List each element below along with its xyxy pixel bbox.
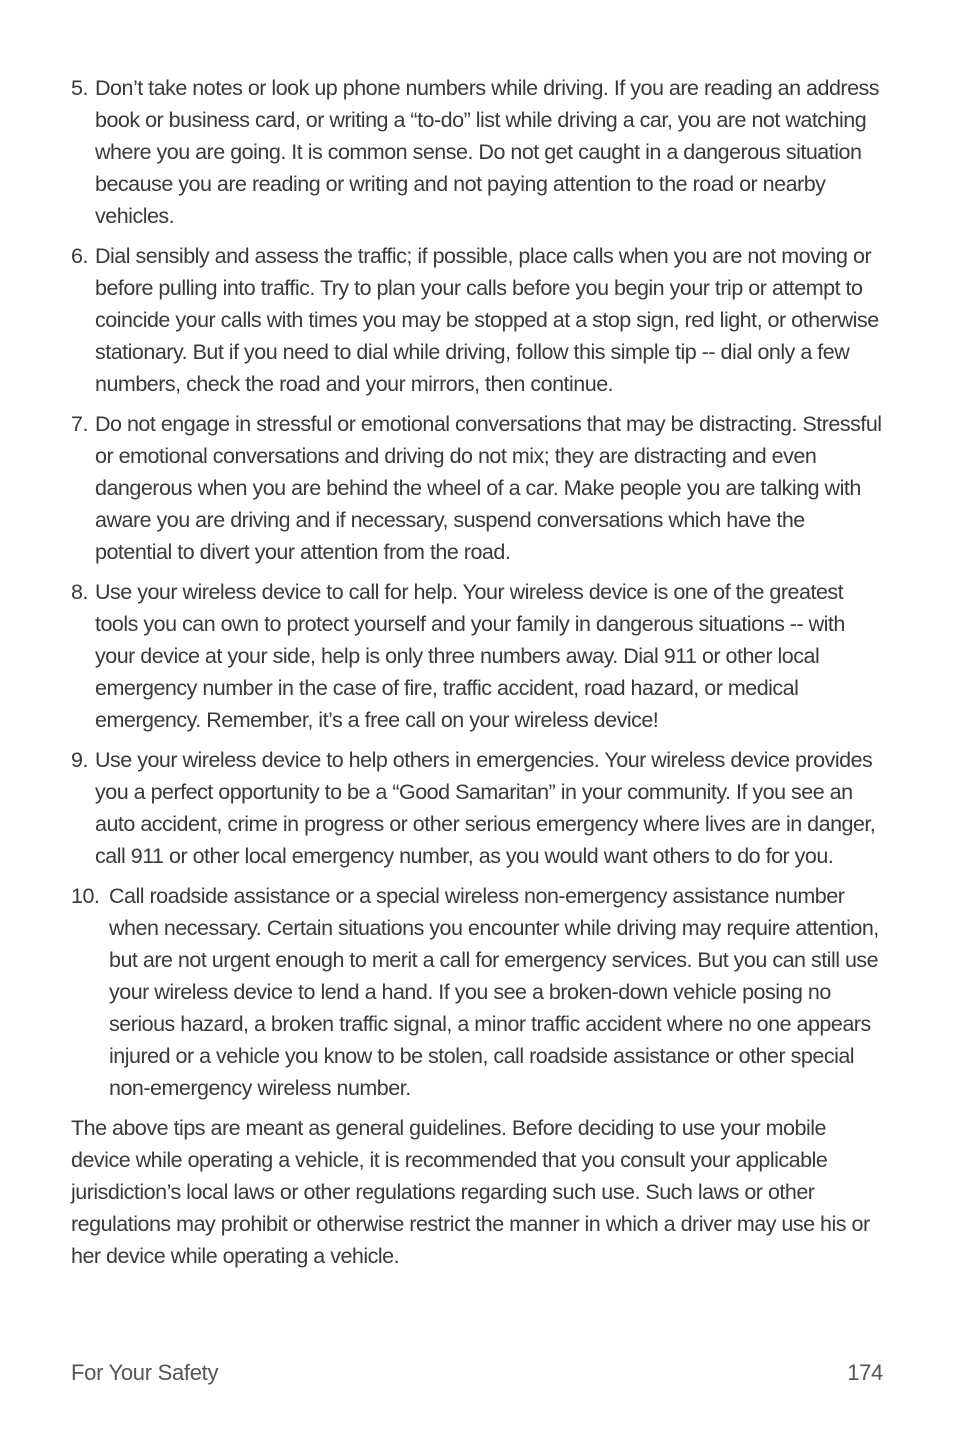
list-item — [71, 744, 883, 872]
list-item-number: 5. — [71, 76, 88, 100]
page-number: 174 — [847, 1360, 883, 1385]
list-item-text: Use your wireless device to help others in emergencies. Your wireless device provides you a perfect opportunity to be a “Good Samaritan” in your community. If you see an auto accident, crime in progress or other serious emergency where lives are in danger, call 911 or other local emergency number, as you would want others to do for you. — [95, 748, 876, 868]
list-item-text: Dial sensibly and assess the traffic; if possible, place calls when you are not moving or before pulling into traffic. Try to plan your calls before you begin your trip or attempt to coincide your calls with times you may be stopped at a stop sign, red light, or otherwise stationary. But if you need to dial while driving, follow this simple tip -- dial only a few numbers, check the road and your mirrors, then continue. — [95, 244, 879, 396]
list-item — [71, 72, 883, 232]
list-item — [71, 240, 883, 400]
list-item-text: Don’t take notes or look up phone numbers while driving. If you are reading an address book or business card, or writing a “to-do” list while driving a car, you are not watching where you are going. It is common sense. Do not get caught in a dangerous situation because you are reading or writing and not paying attention to the road or nearby vehicles. — [95, 76, 880, 228]
list-item-number: 9. — [71, 748, 88, 772]
list-item-text: Call roadside assistance or a special wireless non-emergency assistance number when necessary. Certain situations you encounter while driving may require attention, but are not urgent enough to merit a call for emergency services. But you can still use your wireless device to lend a hand. If you see a broken-down vehicle posing no serious hazard, a broken traffic signal, a minor traffic accident where no one appears injured or a vehicle you know to be stolen, call roadside assistance or other special non-emergency wireless number. — [109, 884, 879, 1100]
list-item — [71, 408, 883, 568]
list-item-text: Do not engage in stressful or emotional conversations that may be distracting. Stressful or emotional conversations and driving do not mix; they are distracting and even dangerous when you are behind the wheel of a car. Make people you are talking with aware you are driving and if necessary, suspend conversations which have the potential to divert your attention from the road. — [95, 412, 882, 564]
safety-tips-list — [71, 72, 883, 1104]
list-item — [71, 880, 883, 1104]
closing-paragraph: The above tips are meant as general guidelines. Before deciding to use your mobile device while operating a vehicle, it is recommended that you consult your applicable jurisdiction’s local laws or other regulations regarding such use. Such laws or other regulations may prohibit or otherwise restrict the manner in which a driver may use his or her device while operating a vehicle. — [71, 1116, 870, 1268]
list-item-number: 8. — [71, 580, 88, 604]
list-item-text: Use your wireless device to call for help. Your wireless device is one of the greatest tools you can own to protect yourself and your family in dangerous situations -- with your device at your side, help is only three numbers away. Dial 911 or other local emergency number in the case of fire, traffic accident, road hazard, or medical emergency. Remember, it’s a free call on your wireless device! — [95, 580, 845, 732]
list-item-number: 10. — [71, 884, 100, 908]
list-item-number: 6. — [71, 244, 88, 268]
footer-section-title: For Your Safety — [71, 1360, 219, 1385]
page-content — [71, 72, 883, 1272]
list-item-number: 7. — [71, 412, 88, 436]
list-item — [71, 576, 883, 736]
